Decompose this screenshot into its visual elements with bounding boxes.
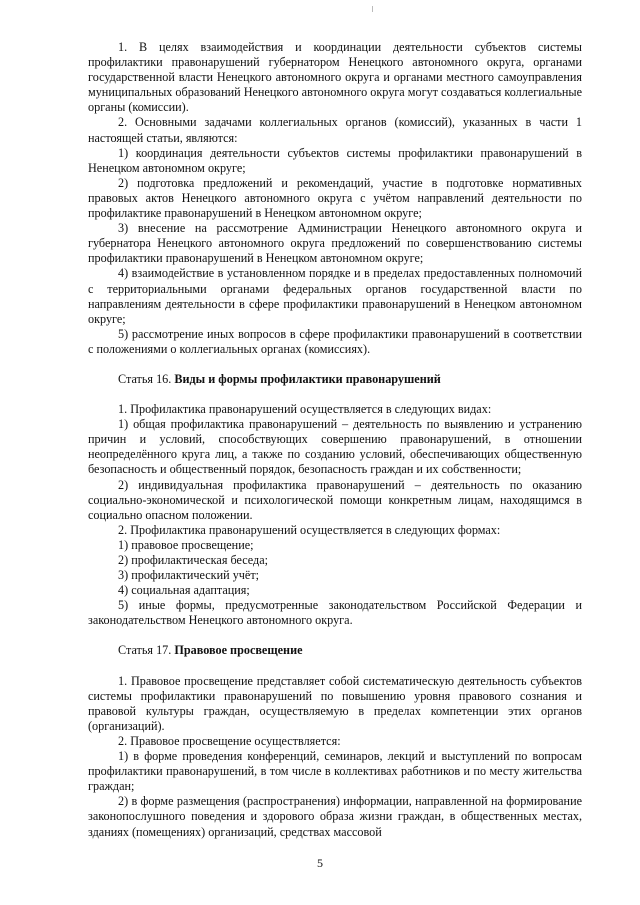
paragraph: 1. Правовое просвещение представляет собой систематическую деятельность субъектов системы профилактики правонарушений по повышению уровня правового сознания и правовой культуры граждан, осуществляемую в пределах компетенции этих органов (организаций). bbox=[88, 673, 582, 733]
list-item: 1) координация деятельности субъектов системы профилактики правонарушений в Ненецком автономном округе; bbox=[88, 145, 582, 175]
list-item: 3) внесение на рассмотрение Администрации Ненецкого автономного округа и губернатора Ненецкого автономного округа предложений по совершенствованию системы профилактики правонарушений в Ненецком автономном округе; bbox=[88, 221, 582, 266]
article16-body bbox=[88, 402, 582, 628]
list-item: 5) иные формы, предусмотренные законодательством Российской Федерации и законодательством Ненецкого автономного округа. bbox=[88, 598, 582, 628]
list-item: 1) в форме проведения конференций, семинаров, лекций и выступлений по вопросам профилактики правонарушений, в том числе в коллективах работников и по месту жительства граждан; bbox=[88, 749, 582, 794]
list-item: 2) профилактическая беседа; bbox=[118, 553, 269, 567]
article15-part-body bbox=[88, 40, 582, 357]
list-item: 3) профилактический учёт; bbox=[118, 568, 260, 583]
paragraph: 2. Профилактика правонарушений осуществляется в следующих формах: bbox=[118, 522, 501, 537]
article17-body bbox=[88, 674, 582, 840]
list-item: 5) рассмотрение иных вопросов в сфере профилактики правонарушений в соответствии с положениями о коллегиальных органах (комиссиях). bbox=[88, 326, 582, 356]
list-item: 4) взаимодействие в установленном порядке и в пределах предоставленных полномочий с территориальными органами федеральных органов государственной власти по направлениям деятельности в сфере профилактики правонарушений в Ненецком автономном округе; bbox=[88, 266, 582, 326]
list-item: 4) социальная адаптация; bbox=[118, 583, 250, 598]
list-item: 2) в форме размещения (распространения) информации, направленной на формирование законопослушного поведения и здорового образа жизни граждан, в общественных местах, зданиях (помещениях) организаций, средствах массовой bbox=[88, 794, 582, 839]
article17-prefix: Статья 17. bbox=[118, 643, 175, 658]
paragraph: 1. В целях взаимодействия и координации деятельности субъектов системы профилактики правонарушений губернатором Ненецкого автономного округа, органами государственной власти Ненецкого автономного округа и органами местного самоуправления муниципальных образований Ненецкого автономного округа могут создаваться коллегиальные органы (комиссии). bbox=[88, 40, 582, 115]
list-item: 2) подготовка предложений и рекомендаций, участие в подготовке нормативных правовых актов Ненецкого автономного округа с учётом направлений деятельности по профилактике правонарушений в Ненецком автономном округе; bbox=[88, 175, 582, 221]
article16-prefix: Статья 16. bbox=[118, 371, 175, 386]
paragraph: 2. Правовое просвещение осуществляется: bbox=[118, 733, 341, 748]
page-number: 5 bbox=[317, 856, 323, 870]
list-item: 1) правовое просвещение; bbox=[118, 537, 254, 552]
paragraph: 2. Основными задачами коллегиальных органов (комиссий), указанных в части 1 настоящей статьи, являются: bbox=[88, 115, 582, 145]
article17-title: Правовое просвещение bbox=[174, 643, 303, 658]
article16-heading bbox=[88, 372, 582, 387]
article17-heading bbox=[88, 643, 582, 658]
list-item: 1) общая профилактика правонарушений – деятельность по выявлению и устранению причин и условий, способствующих совершению правонарушений, в отношении неопределённого круга лиц, а также по созданию условий, обеспечивающих общественную безопасность и общественный порядок, безопасность граждан и их собственности; bbox=[88, 417, 582, 477]
article16-title: Виды и формы профилактики правонарушений bbox=[174, 371, 441, 386]
paragraph: 1. Профилактика правонарушений осуществляется в следующих видах: bbox=[118, 402, 492, 417]
scan-mark bbox=[372, 6, 373, 12]
list-item: 2) индивидуальная профилактика правонарушений – деятельность по оказанию социально-экономической и психологической помощи конкретным лицам, находящимся в социально опасном положении. bbox=[88, 477, 582, 522]
